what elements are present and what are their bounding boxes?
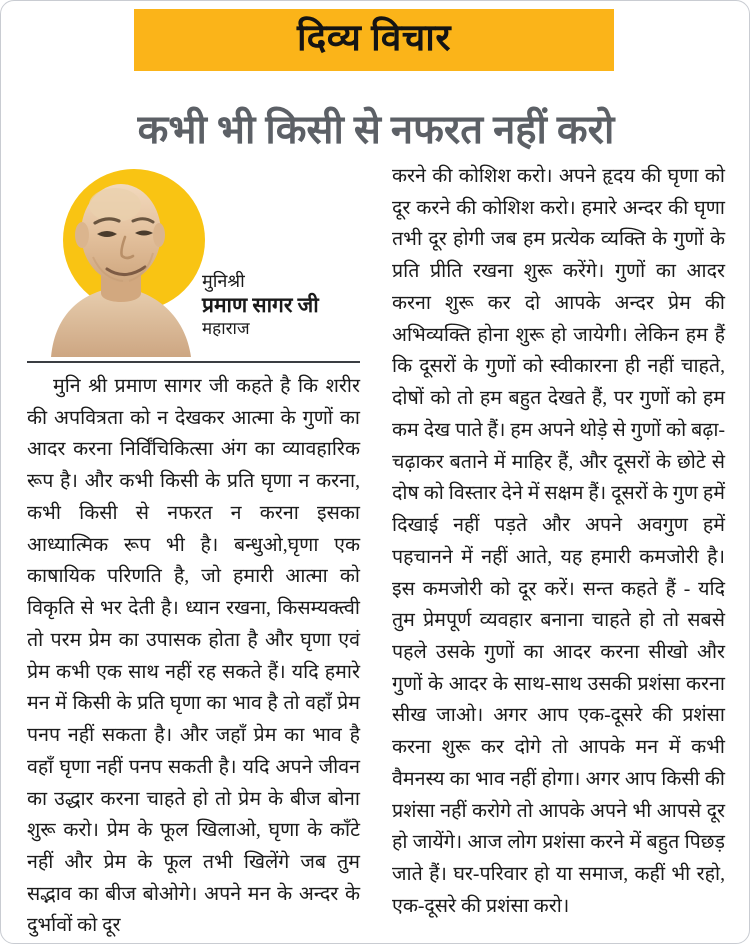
caption-name: प्रमाण सागर जी [202, 292, 319, 317]
caption-honorific: महाराज [202, 318, 250, 338]
masthead [1, 9, 750, 71]
masthead-title: दिव्य विचार [297, 17, 451, 59]
article-columns [27, 161, 725, 937]
article-body-left: मुनि श्री प्रमाण सागर जी कहते है कि शरीर की अपवित्रता को न देखकर आत्मा के गुणों का आदर करना निर्विंचिकित्सा अंग का व्यावहारिक रूप है। और कभी किसी के प्रति घृणा न करना, कभी किसी से नफरत न करना इसका आध्यात्मिक रूप भी है। बन्धुओ,घृणा एक काषायिक परिणति है, जो हमारी आत्मा को विकृति से भर देती है। ध्यान रखना, किसम्यक्त्वी तो परम प्रेम का उपासक होता है और घृणा एवं प्रेम कभी एक साथ नहीं रह सकते हैं। यदि हमारे मन में किसी के प्रति घृणा का भाव है तो वहाँ प्रेम पनप नहीं सकता है। और जहाँ प्रेम का भाव है वहाँ घृणा नहीं पनप सकती है। यदि अपने जीवन का उद्धार करना चाहते हो तो प्रेम के बीज बोना शुरू करो। प्रेम के फूल खिलाओ, घृणा के काँटे नहीं और प्रेम के फूल तभी खिलेंगे जब तुम सद्भाव का बीज बोओगे। अपने मन के अन्दर के दुर्भावों को दूर [27, 376, 360, 937]
article-body-right: करने की कोशिश करो। अपने हृदय की घृणा को दूर करने की कोशिश करो। हमारे अन्दर की घृणा तभी दूर होगी जब हम प्रत्येक व्यक्ति के गुणों के प्रति प्रीति रखना शुरू करेंगे। गुणों का आदर करना शुरू कर दो आपके अन्दर प्रेम की अभिव्यक्ति होना शुरू हो जायेगी। लेकिन हम हैं कि दूसरों के गुणों को स्वीकारना ही नहीं चाहते, दोषों को तो हम बहुत देखते हैं, पर गुणों को हम कम देख पाते हैं। हम अपने थोड़े से गुणों को बढ़ा-चढ़ाकर बताने में माहिर हैं, और दूसरों के छोटे से दोष को विस्तार देने में सक्षम हैं। दूसरों के गुण हमें दिखाई नहीं पड़ते और अपने अवगुण हमें पहचानने में नहीं आते, यह हमारी कमजोरी है। इस कमजोरी को दूर करें। सन्त कहते हैं - यदि तुम प्रेमपूर्ण व्यवहार बनाना चाहते हो तो सबसे पहले उसके गुणों का आदर करना सीखो और गुणों के आदर के साथ-साथ उसकी प्रशंसा करना सीख जाओ। अगर आप एक-दूसरे की प्रशंसा करना शुरू कर दोगे तो आपके मन में कभी वैमनस्य का भाव नहीं होगा। अगर आप किसी की प्रशंसा नहीं करोगे तो आपके अपने भी आपसे दूर हो जायेंगे। आज लोग प्रशंसा करने में बहुत पिछड़ जाते हैं। घर-परिवार हो या समाज, कहीं भी रहो, एक-दूसरे की प्रशंसा करो। [392, 166, 725, 917]
portrait-block [27, 161, 360, 357]
caption-divider [27, 361, 360, 363]
portrait-caption [202, 271, 360, 339]
column-left [27, 161, 360, 937]
column-right [392, 161, 725, 933]
caption-title: मुनिश्री [202, 271, 245, 291]
article-headline: कभी भी किसी से नफरत नहीं करो [137, 106, 615, 152]
monk-portrait-image [45, 165, 225, 357]
